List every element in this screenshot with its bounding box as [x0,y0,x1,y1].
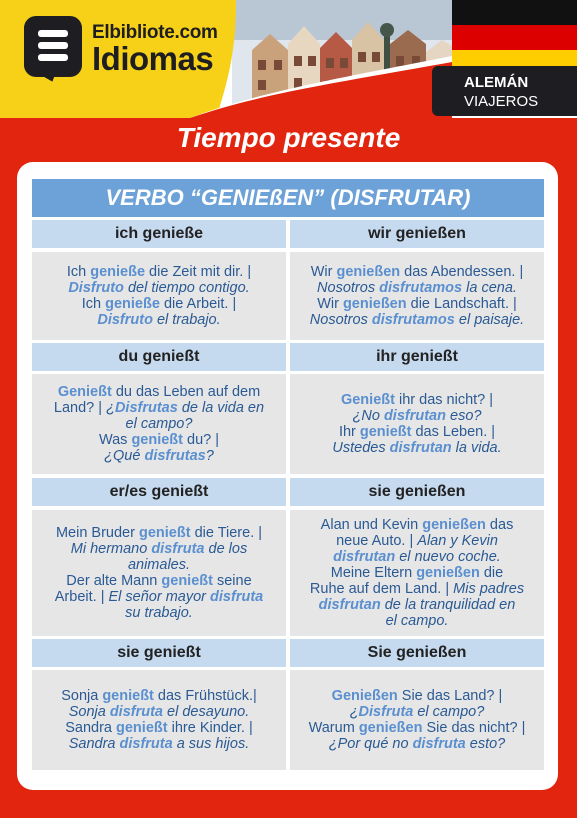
verb-highlight: genießt [102,688,154,704]
verb-highlight: genießen [336,264,401,280]
level-badge [432,66,577,116]
cell-examples [290,510,544,636]
verb-highlight: genießen [422,517,486,533]
german-text: Ich [66,264,91,280]
cell-examples [32,252,286,340]
spanish-text: a sus hijos. [172,736,250,752]
spanish-text: de la tranquilidad en [380,597,516,613]
german-flag [452,0,577,75]
verb-highlight: genießen [358,720,423,736]
cell-head: ich genieße [32,220,286,248]
spanish-text: la cena. [462,280,517,296]
verb-highlight: disfrutan [383,408,446,424]
spanish-text: el campo? [125,416,193,432]
brand-name: Idiomas [92,40,214,77]
spanish-text: del tiempo contigo. [123,280,250,296]
page-title: Tiempo presente [176,122,401,153]
verb-highlight: genießt [161,573,213,589]
example-text [309,688,526,752]
spanish-text: esto? [465,736,506,752]
spanish-text: ¿No [352,408,384,424]
spanish-text: Mis padres [453,581,525,597]
german-text: Meine Eltern [330,565,417,581]
german-text: Ihr [338,424,360,440]
conjugation-card [17,162,558,790]
german-text: Wir [310,264,337,280]
spanish-text: la vida. [451,440,502,456]
spanish-text: animales. [127,557,191,573]
spanish-text: eso? [445,408,482,424]
german-text: Ich [81,296,106,312]
spanish-text: el campo. [385,613,449,629]
cell-head: Sie genießen [290,639,544,667]
spanish-text: de los [204,541,248,557]
cell-head: ihr genießt [290,343,544,371]
german-text: du? | [183,432,220,448]
spanish-text: ¿Qué [104,448,145,464]
german-text: Sie das Land? | [397,688,503,704]
badge-language: ALEMÁN [464,74,529,91]
german-text: die Arbeit. | [159,296,237,312]
german-text: seine [212,573,252,589]
german-text: Sie das nicht? | [422,720,526,736]
example-text [55,525,263,621]
verb-highlight: disfruta [119,736,173,752]
spanish-text: Sonja [68,704,110,720]
verb-highlight: disfruta [210,589,264,605]
german-text: neue Auto. | [336,533,418,549]
verb-highlight: Disfruto [68,280,124,296]
german-text: Alan und Kevin [320,517,423,533]
cell-head: sie genießt [32,639,286,667]
verb-highlight: genießt [116,720,168,736]
spanish-text: el nuevo coche. [395,549,501,565]
cell-head: wir genießen [290,220,544,248]
example-text [332,392,501,456]
spanish-text: ¿ [349,704,359,720]
german-text: ihre Kinder. | [167,720,253,736]
verb-title: VERBO “GENIEßEN” (DISFRUTAR) [32,179,544,217]
example-text [310,264,524,328]
verb-highlight: disfrutan [389,440,452,456]
german-text: Was [98,432,132,448]
spanish-text: el trabajo. [152,312,221,328]
spanish-text: el desayuno. [163,704,250,720]
example-text [61,688,257,752]
german-text: Sandra [65,720,117,736]
verb-highlight: Genießt [57,384,112,400]
german-text: Sonja [61,688,103,704]
cell-examples [290,670,544,770]
brand-site: Elbibliote.com [92,22,218,43]
header [0,0,577,118]
verb-highlight: genießt [131,432,183,448]
spanish-text: Nosotros [309,312,372,328]
verb-highlight: genießen [342,296,407,312]
spanish-text: Mi hermano [70,541,152,557]
spanish-text: de la vida en [177,400,265,416]
spanish-text: ¿Por qué no [328,736,413,752]
german-text: die Zeit mit dir. | [145,264,252,280]
spanish-text: Sandra [68,736,120,752]
cell-head: er/es genießt [32,478,286,506]
example-text [67,264,251,328]
german-text: das Abendessen. | [400,264,524,280]
verb-highlight: disfruta [412,736,466,752]
spanish-text: Ustedes [332,440,390,456]
spanish-text: el campo? [413,704,485,720]
example-text [310,517,524,629]
verb-highlight: Disfruta [358,704,414,720]
badge-level: VIAJEROS [464,93,539,110]
verb-highlight: disfrutamos [379,280,463,296]
verb-highlight: disfrutan [333,549,396,565]
spanish-text: su trabajo. [125,605,193,621]
verb-highlight: Genießen [331,688,398,704]
verb-highlight: genieße [105,296,160,312]
verb-highlight: genießen [416,565,480,581]
spanish-text: ? [205,448,214,464]
spanish-text: El señor mayor [108,589,211,605]
spanish-text: Nosotros [317,280,380,296]
verb-highlight: genießt [138,525,191,541]
verb-highlight: Disfruto [97,312,153,328]
verb-highlight: disfruta [151,541,205,557]
verb-highlight: Genießt [340,392,395,408]
german-text: ihr das nicht? | [394,392,494,408]
verb-highlight: genieße [90,264,146,280]
cell-examples [290,252,544,340]
german-text: das [485,517,514,533]
verb-highlight: disfrutamos [371,312,455,328]
german-text: du das Leben auf dem [111,384,261,400]
spanish-text: ¿ [106,400,115,416]
german-text: Der alte Mann [66,573,162,589]
german-text: die Landschaft. | [406,296,517,312]
german-text: Ruhe auf dem Land. | [309,581,454,597]
cell-examples [290,374,544,474]
example-text [54,384,264,464]
verb-highlight: Disfrutas [114,400,178,416]
cell-head: sie genießen [290,478,544,506]
german-text: die [479,565,504,581]
german-text: Mein Bruder [55,525,139,541]
cell-examples [32,374,286,474]
german-text: Warum [308,720,359,736]
german-text: Arbeit. | [54,589,109,605]
spanish-text: Alan y Kevin [417,533,498,549]
cell-examples [32,670,286,770]
verb-highlight: genießt [359,424,412,440]
verb-highlight: disfruta [109,704,163,720]
verb-highlight: disfrutan [318,597,381,613]
german-text: das Leben. | [411,424,496,440]
cell-head: du genießt [32,343,286,371]
verb-highlight: disfrutas [144,448,206,464]
cell-examples [32,510,286,636]
german-text: die Tiere. | [190,525,263,541]
german-text: Land? | [53,400,107,416]
spanish-text: el paisaje. [454,312,525,328]
german-text: Wir [317,296,343,312]
german-text: das Frühstück.| [153,688,257,704]
